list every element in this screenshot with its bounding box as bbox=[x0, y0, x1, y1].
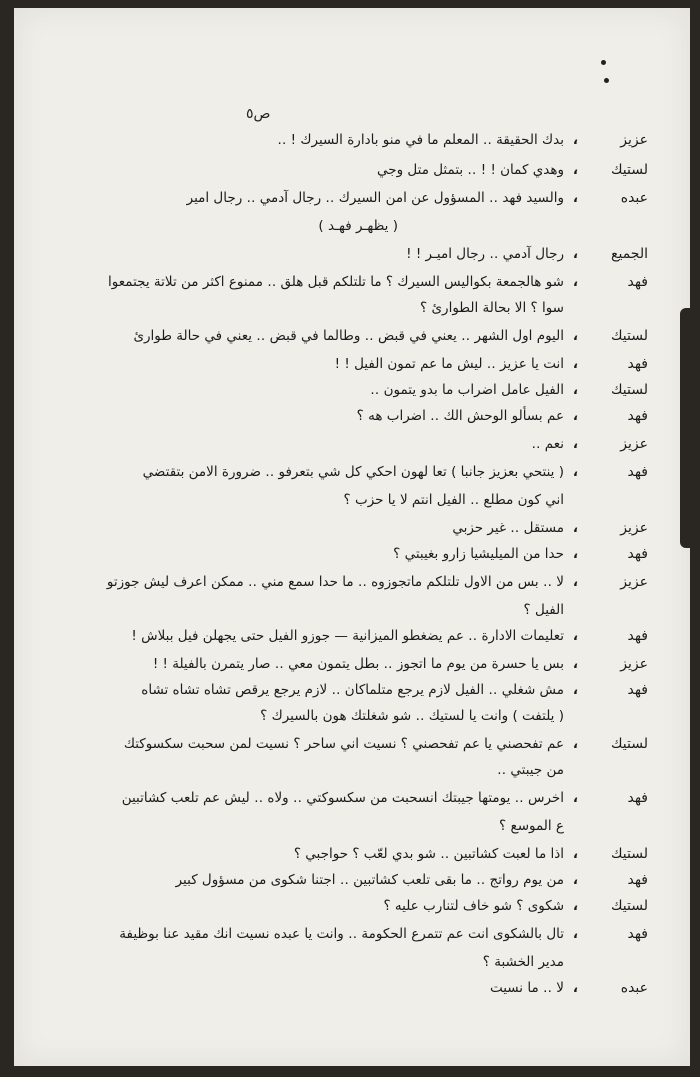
speaker-name: فهد bbox=[627, 408, 648, 424]
speaker-name: لستيك bbox=[610, 162, 648, 178]
script-line bbox=[48, 790, 648, 812]
dialogue-text: مستقل ‥ غير حزبي bbox=[452, 520, 564, 536]
dialogue-text: بدك الحقيقة ‥ المعلم ما في منو بادارة السيرك ! ‥ bbox=[277, 132, 564, 148]
speaker-name: فهد bbox=[627, 274, 648, 290]
script-line bbox=[48, 628, 648, 650]
dialogue-text: ع الموسع ؟ bbox=[499, 818, 564, 834]
script-line bbox=[48, 708, 648, 730]
script-line bbox=[48, 926, 648, 948]
speaker-name: فهد bbox=[627, 546, 648, 562]
dialogue-text: تال بالشكوى انت عم تتمرع الحكومة ‥ وانت يا عبده نسيت انك مقيد عنا بوظيفة bbox=[119, 926, 564, 942]
speaker-separator: ، bbox=[572, 628, 578, 644]
script-line bbox=[48, 980, 648, 1002]
dialogue-text: شكوى ؟ شو خاف لتنارب عليه ؟ bbox=[383, 898, 564, 914]
punch-hole-top bbox=[601, 60, 606, 65]
script-line bbox=[48, 898, 648, 920]
script-line bbox=[48, 356, 648, 378]
document-page bbox=[14, 8, 690, 1066]
speaker-name: لستيك bbox=[610, 328, 648, 344]
dialogue-text: اني كون مطلع ‥ الفيل انتم لا يا حزب ؟ bbox=[343, 492, 564, 508]
stage-direction: ( يظهـر فهـد ) bbox=[318, 218, 398, 234]
speaker-separator: ، bbox=[572, 898, 578, 914]
speaker-name: لستيك bbox=[610, 898, 648, 914]
script-line bbox=[48, 846, 648, 868]
script-line bbox=[48, 246, 648, 268]
speaker-separator: ، bbox=[572, 328, 578, 344]
speaker-separator: ، bbox=[572, 274, 578, 290]
speaker-separator: ، bbox=[572, 246, 578, 262]
dialogue-text: لا ‥ بس من الاول تلتلكم ماتجوزوه ‥ ما حدا سمع مني ‥ ممكن اعرف ليش جوزتو bbox=[106, 574, 564, 590]
speaker-name: فهد bbox=[627, 790, 648, 806]
dialogue-text: عم تفحصني يا عم تفحصني ؟ نسيت اني ساحر ؟ نسيت لمن سحبت سكسوكتك bbox=[123, 736, 564, 752]
dialogue-text: عم بسألو الوحش الك ‥ اضراب هه ؟ bbox=[356, 408, 564, 424]
script-line bbox=[48, 274, 648, 296]
speaker-separator: ، bbox=[572, 546, 578, 562]
dialogue-text: الفيل عامل اضراب ما بدو يتمون ‥ bbox=[370, 382, 564, 398]
speaker-name: عبده bbox=[620, 190, 648, 206]
speaker-separator: ، bbox=[572, 408, 578, 424]
dialogue-text: مدير الخشبة ؟ bbox=[482, 954, 564, 970]
speaker-name: عزيز bbox=[620, 574, 648, 590]
dialogue-text: نعم ‥ bbox=[531, 436, 564, 452]
script-line bbox=[48, 328, 648, 350]
script-line bbox=[48, 762, 648, 784]
speaker-name: لستيك bbox=[610, 736, 648, 752]
dialogue-text: مش شغلي ‥ الفيل لازم يرجع متلماكان ‥ لازم يرجع يرقص تشاه تشاه تشاه bbox=[141, 682, 564, 698]
script-line bbox=[48, 300, 648, 322]
speaker-name: فهد bbox=[627, 356, 648, 372]
dialogue-text: والسيد فهد ‥ المسؤول عن امن السيرك ‥ رجال آدمي ‥ رجال امير bbox=[186, 190, 564, 206]
speaker-separator: ، bbox=[572, 382, 578, 398]
script-line bbox=[48, 492, 648, 514]
script-line bbox=[48, 682, 648, 704]
speaker-separator: ، bbox=[572, 132, 578, 148]
script-line bbox=[48, 162, 648, 184]
dialogue-text: لا ‥ ما نسيت bbox=[489, 980, 564, 996]
script-line bbox=[48, 408, 648, 430]
script-line bbox=[48, 872, 648, 894]
speaker-name: فهد bbox=[627, 628, 648, 644]
speaker-separator: ، bbox=[572, 846, 578, 862]
dialogue-text: اذا ما لعبت كشاتبين ‥ شو بدي لعّب ؟ حواجبي ؟ bbox=[293, 846, 564, 862]
script-line bbox=[48, 574, 648, 596]
dialogue-text: حدا من الميليشيا زارو بغيبتي ؟ bbox=[393, 546, 564, 562]
speaker-name: عزيز bbox=[620, 656, 648, 672]
page-number: ص٥ bbox=[246, 106, 271, 122]
script-line bbox=[48, 954, 648, 976]
script-line bbox=[48, 132, 648, 154]
dialogue-text: من يوم رواتج ‥ ما بقى تلعب كشاتبين ‥ اجتنا شكوى من مسؤول كبير bbox=[175, 872, 564, 888]
script-line bbox=[48, 218, 648, 240]
speaker-separator: ، bbox=[572, 682, 578, 698]
script-line bbox=[48, 736, 648, 758]
dialogue-text: اخرس ‥ يومتها جيبتك انسحبت من سكسوكتي ‥ ولاه ‥ ليش عم تلعب كشاتبين bbox=[121, 790, 564, 806]
speaker-name: عزيز bbox=[620, 132, 648, 148]
speaker-separator: ، bbox=[572, 980, 578, 996]
speaker-separator: ، bbox=[572, 790, 578, 806]
speaker-name: عزيز bbox=[620, 436, 648, 452]
speaker-separator: ، bbox=[572, 656, 578, 672]
speaker-name: فهد bbox=[627, 872, 648, 888]
speaker-name: الجميع bbox=[611, 246, 648, 262]
script-line bbox=[48, 546, 648, 568]
dialogue-text: وهدي كمان ! ! ‥ بتمثل متل وجي bbox=[376, 162, 564, 178]
dialogue-text: ( ينتحي بعزيز جانبا ) تعا لهون احكي كل شي بتعرفو ‥ ضرورة الامن بتقتضي bbox=[142, 464, 564, 480]
dialogue-text: بس يا حسرة من يوم ما اتجوز ‥ بطل يتمون معي ‥ صار يتمرن بالفيلة ! ! bbox=[152, 656, 564, 672]
script-line bbox=[48, 436, 648, 458]
script-line bbox=[48, 382, 648, 404]
dialogue-text: سوا ؟ الا بحالة الطوارئ ؟ bbox=[420, 300, 564, 316]
script-line bbox=[48, 464, 648, 486]
speaker-name: عبده bbox=[620, 980, 648, 996]
script-line bbox=[48, 602, 648, 624]
page-notch bbox=[680, 308, 690, 548]
speaker-separator: ، bbox=[572, 574, 578, 590]
speaker-name: فهد bbox=[627, 464, 648, 480]
dialogue-text: اليوم اول الشهر ‥ يعني في قبض ‥ وطالما في قبض ‥ يعني في حالة طوارئ bbox=[133, 328, 564, 344]
speaker-name: عزيز bbox=[620, 520, 648, 536]
speaker-separator: ، bbox=[572, 436, 578, 452]
script-line bbox=[48, 656, 648, 678]
speaker-separator: ، bbox=[572, 926, 578, 942]
dialogue-text: انت يا عزيز ‥ ليش ما عم تمون الفيل ! ! bbox=[334, 356, 564, 372]
dialogue-text: من جيبتي ‥ bbox=[497, 762, 564, 778]
speaker-name: لستيك bbox=[610, 846, 648, 862]
speaker-separator: ، bbox=[572, 356, 578, 372]
speaker-name: فهد bbox=[627, 682, 648, 698]
dialogue-text: ( يلتفت ) وانت يا لستيك ‥ شو شغلتك هون بالسيرك ؟ bbox=[260, 708, 564, 724]
dialogue-text: تعليمات الادارة ‥ عم يضغطو الميزانية — جوزو الفيل حتى يجهلن فيل ببلاش ! bbox=[131, 628, 564, 644]
punch-hole-bottom bbox=[604, 78, 609, 83]
speaker-separator: ، bbox=[572, 464, 578, 480]
script-line bbox=[48, 818, 648, 840]
dialogue-text: شو هالجمعة بكواليس السيرك ؟ ما تلتلكم قبل هلق ‥ ممنوع اكثر من تلاتة يجتمعوا bbox=[108, 274, 564, 290]
speaker-separator: ، bbox=[572, 162, 578, 178]
speaker-separator: ، bbox=[572, 736, 578, 752]
dialogue-text: رجال آدمي ‥ رجال اميـر ! ! bbox=[406, 246, 564, 262]
script-line bbox=[48, 520, 648, 542]
speaker-name: لستيك bbox=[610, 382, 648, 398]
speaker-separator: ، bbox=[572, 190, 578, 206]
dialogue-text: الفيل ؟ bbox=[523, 602, 564, 618]
speaker-separator: ، bbox=[572, 872, 578, 888]
script-line bbox=[48, 190, 648, 212]
speaker-name: فهد bbox=[627, 926, 648, 942]
speaker-separator: ، bbox=[572, 520, 578, 536]
